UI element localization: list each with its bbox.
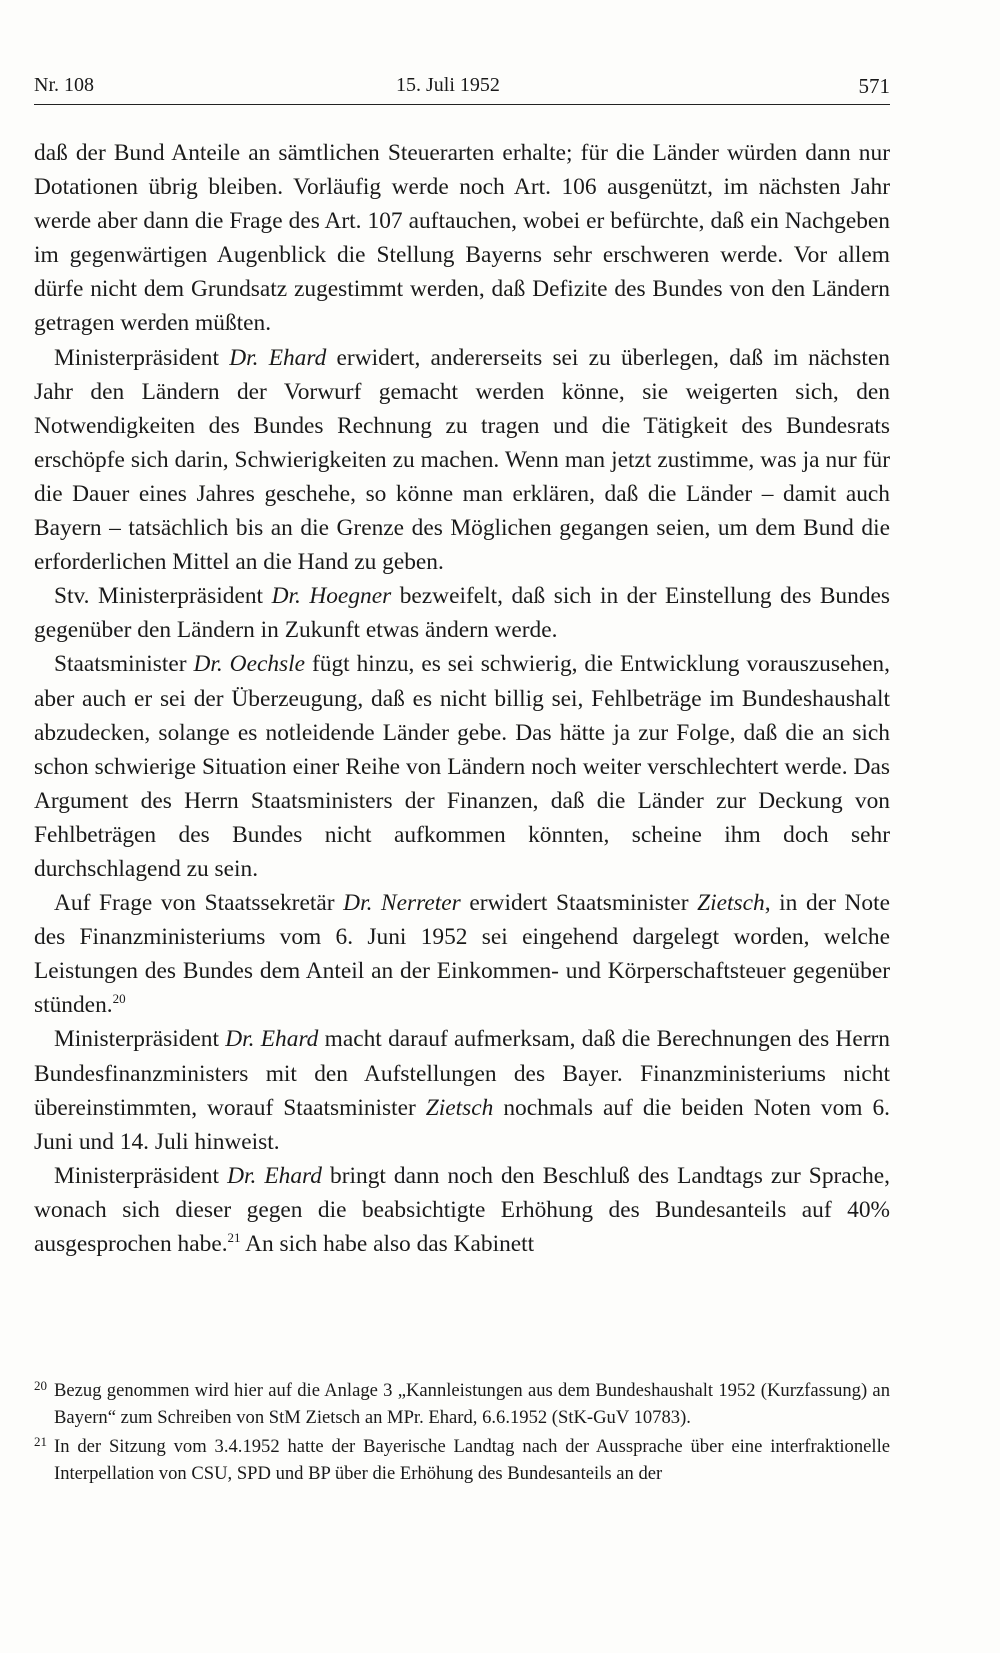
- speaker-role: Ministerpräsident: [54, 344, 230, 371]
- document-number: Nr. 108: [34, 74, 94, 96]
- paragraph-5: [34, 886, 890, 1022]
- speaker-name: Dr. Ehard: [225, 1026, 319, 1053]
- speaker-name: Dr. Hoegner: [271, 583, 392, 610]
- footnote: [34, 1378, 890, 1431]
- footnote-text: In der Sitzung vom 3.4.1952 hatte der Bayerische Landtag nach der Aussprache über eine interfraktionelle Interpellation von CSU, SPD und BP über die Erhöhung des Bundesanteils an der: [54, 1436, 890, 1484]
- paragraph-2: [34, 341, 890, 580]
- speaker-role: Ministerpräsident: [54, 1162, 228, 1189]
- main-text: [34, 136, 890, 1261]
- running-header: [34, 70, 890, 105]
- footnote-number: 21: [34, 1434, 47, 1449]
- speaker-role: Ministerpräsident: [54, 1026, 226, 1053]
- paragraph-7: [34, 1159, 890, 1261]
- footnote-text: Bezug genommen wird hier auf die Anlage 3 „Kannleistungen aus dem Bundeshaushalt 1952 (Kurzfassung) an Bayern“ zum Schreiben von StM Zietsch an MPr. Ehard, 6.6.1952 (StK-GuV 10783).: [54, 1380, 890, 1428]
- paragraph-3: [34, 579, 890, 647]
- paragraph-text: fügt hinzu, es sei schwierig, die Entwicklung vorauszusehen, aber auch er sei der Überzeugung, daß es nicht billig sei, Fehlbeträge im Bundeshaushalt abzudecken, solange es notleidende Länder gebe. Das hätte ja zur Folge, daß die an sich schon schwierige Situation einer Reihe von Ländern noch weiter verschlechtert werde. Das Argument des Herrn Staatsministers der Finanzen, daß die Länder zur Deckung von Fehlbeträgen des Bundes nicht aufkommen könnten, scheine ihm doch sehr durchschlagend zu sein.: [34, 651, 890, 882]
- paragraph-text: An sich habe also das Kabinett: [240, 1231, 535, 1257]
- footnote: [34, 1434, 890, 1487]
- page-number: 571: [858, 74, 890, 98]
- footnote-number: 20: [34, 1378, 47, 1393]
- paragraph-4: [34, 647, 890, 886]
- footnotes: [34, 1378, 890, 1490]
- speaker-role: Stv. Ministerpräsident: [54, 583, 272, 610]
- speaker-role: Staatsminister: [54, 651, 194, 678]
- paragraph-6: [34, 1022, 890, 1158]
- paragraph-text: daß der Bund Anteile an sämtlichen Steuerarten erhalte; für die Länder würden dann nur Dotationen übrig bleiben. Vorläufig werde noch Art. 106 ausgenützt, im nächsten Jahr werde aber dann die Frage des Art. 107 auftauchen, wobei er befürchte, daß ein Nachgeben im gegenwärtigen Augenblick die Stellung Bayerns sehr erschweren werde. Vor allem dürfe nicht dem Grundsatz zugestimmt werden, daß Defizite des Bundes von den Ländern getragen werden müßten.: [34, 140, 890, 337]
- paragraph-text: Auf Frage von Staatssekretär: [54, 890, 344, 917]
- paragraph-text: bringt dann noch den Beschluß des Landtags zur Sprache, wonach sich dieser gegen die beabsichtigte Erhöhung des Bundesanteils auf 40% ausgesprochen habe.: [34, 1162, 890, 1257]
- footnote-ref[interactable]: 20: [112, 991, 126, 1007]
- speaker-name: Dr. Ehard: [229, 344, 327, 371]
- paragraph-text: erwidert Staatsminister: [460, 890, 698, 917]
- speaker-name: Dr. Oechsle: [193, 651, 306, 678]
- paragraph-text: erwidert, andererseits sei zu überlegen, daß im nächsten Jahr den Ländern der Vorwurf gemacht werden könne, sie weigerten sich, den Notwendigkeiten des Bundes Rechnung zu tragen und die Tätigkeit des Bundesrats erschöpfe sich darin, Schwierigkeiten zu machen. Wenn man jetzt zustimme, was ja nur für die Dauer eines Jahres geschehe, so könne man erklären, daß die Länder – damit auch Bayern – tatsächlich bis an die Grenze des Möglichen gegangen seien, um dem Bund die erforderlichen Mittel an die Hand zu geben.: [34, 344, 890, 576]
- paragraph-text: , in der Note des Finanzministeriums vom 6. Juni 1952 sei eingehend dargelegt worden, welche Leistungen des Bundes dem Anteil an der Einkommen- und Körperschaftsteuer gegenüber stünden.: [34, 890, 890, 1019]
- speaker-name: Dr. Ehard: [227, 1162, 322, 1189]
- footnote-ref[interactable]: 21: [227, 1230, 241, 1245]
- paragraph-1: [34, 136, 890, 341]
- speaker-name: Dr. Nerreter: [343, 890, 461, 917]
- document-date: 15. Juli 1952: [396, 74, 500, 96]
- paragraph-text: nochmals auf die beiden Noten vom 6. Juni und 14. Juli hinweist.: [34, 1094, 890, 1155]
- speaker-name: Zietsch: [425, 1094, 494, 1121]
- paragraph-text: macht darauf aufmerksam, daß die Berechnungen des Herrn Bundesfinanzministers mit den Aufstellungen des Bayer. Finanzministeriums nicht übereinstimmten, worauf Staatsminister: [34, 1026, 890, 1121]
- paragraph-text: bezweifelt, daß sich in der Einstellung des Bundes gegenüber den Ländern in Zukunft etwas ändern werde.: [34, 583, 890, 644]
- speaker-name: Zietsch: [697, 890, 765, 917]
